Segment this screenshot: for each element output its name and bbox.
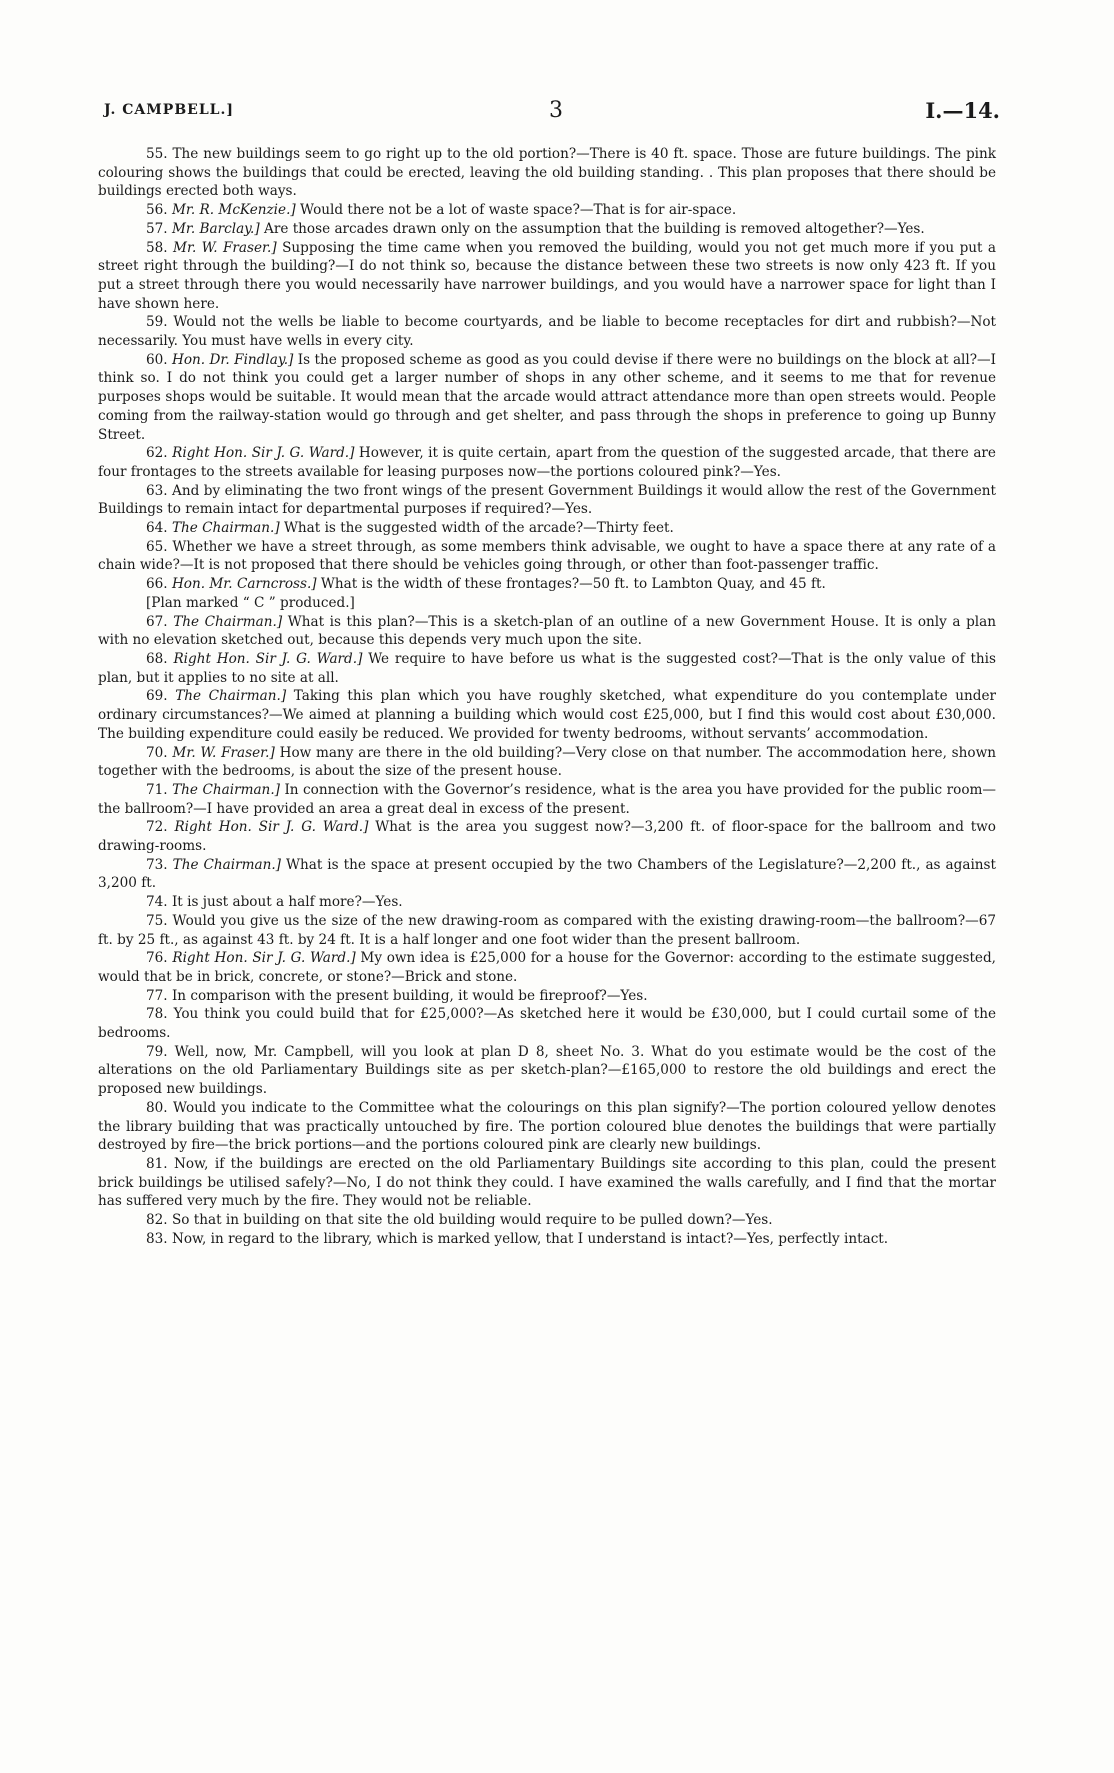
question-number: 60. (146, 351, 173, 368)
question-text: 65. Whether we have a street through, as some members think advisable, we ought to have a space there at any rate of a chain wide?—It is not proposed that there should be vehicles going through, or other than foot-passenger traffic. (98, 538, 996, 574)
question-number: 69. (146, 688, 176, 705)
speaker-name: Right Hon. Sir J. G. Ward.] (174, 819, 369, 836)
question-text: 74. It is just about a half more?—Yes. (146, 894, 403, 911)
question-text: 82. So that in building on that site the old building would require to be pulled down?—Yes. (146, 1212, 773, 1229)
question-text: Are those arcades drawn only on the assumption that the building is removed altogether?—Yes. (264, 220, 925, 237)
question-paragraph (98, 575, 996, 594)
question-paragraph (98, 949, 996, 986)
speaker-name: Right Hon. Sir J. G. Ward.] (172, 445, 355, 462)
question-number: 67. (146, 613, 174, 630)
question-paragraph (98, 893, 996, 912)
speaker-name: Hon. Dr. Findlay.] (172, 351, 294, 368)
speaker-name: The Chairman.] (175, 688, 287, 705)
question-number: 64. (146, 520, 172, 537)
question-paragraph (98, 1230, 996, 1249)
question-number: 62. (146, 445, 173, 462)
page-header (104, 98, 1008, 122)
question-text: 78. You think you could build that for £25,000?—As sketched here it would be £30,000, but I could curtail some of the bedrooms. (98, 1006, 996, 1042)
question-number: 72. (146, 819, 175, 836)
question-paragraph (98, 650, 996, 687)
question-paragraph (98, 220, 996, 239)
question-text: 77. In comparison with the present building, it would be fireproof?—Yes. (146, 987, 648, 1004)
question-paragraph (98, 239, 996, 314)
question-paragraph (98, 1005, 996, 1042)
question-text: What is the width of these frontages?—50 ft. to Lambton Quay, and 45 ft. (320, 576, 826, 593)
question-text: What is this plan?—This is a sketch-plan of an outline of a new Government House. It is only a plan with no elevation sketched out, because this depends very much upon the site. (98, 613, 997, 649)
question-paragraph (98, 912, 996, 949)
question-paragraph (98, 1043, 996, 1099)
question-text: 55. The new buildings seem to go right up to the old portion?—There is 40 ft. space. Those are future buildings. The pink colouring shows the buildings that could be erected, leaving the old building standing. . This plan proposes that there should be buildings erected both ways. (98, 146, 996, 200)
question-text: My own idea is £25,000 for a house for the Governor: according to the estimate suggested, would that be in brick, concrete, or stone?—Brick and stone. (98, 950, 997, 985)
question-text: 81. Now, if the buildings are erected on the old Parliamentary Buildings site according to this plan, could the present brick buildings be utilised safely?—No, I do not think they could. I have examined the walls carefully, and I find that the mortar has suffered very much by the fire. They would not be reliable. (98, 1155, 996, 1210)
question-text: In connection with the Governor’s residence, what is the area you have provided for the public room—the ballroom?—I have provided an area a great deal in excess of the present. (98, 781, 996, 817)
question-text: Is the proposed scheme as good as you could devise if there were no buildings on the block at all?—I think so. I do not think you could get a larger number of shops in any other scheme, and it seems to me that for revenue purposes shops would be suitable. It would mean that the arcade would attract attendance more than open streets would. People coming from the railway-station would go through and get shelter, and pass through the shops in preference to going up Bunny Street. (98, 351, 997, 443)
question-paragraph (98, 987, 996, 1006)
question-paragraph (98, 538, 996, 575)
question-paragraph (98, 1099, 996, 1155)
speaker-name: Mr. W. Fraser.] (172, 744, 275, 761)
speaker-name: The Chairman.] (173, 613, 283, 630)
question-text: 79. Well, now, Mr. Campbell, will you look at plan D 8, sheet No. 3. What do you estimate would be the cost of the alterations on the old Parliamentary Buildings site as per sketch-plan?—£165,000 to restore the old buildings and erect the proposed new buildings. (98, 1043, 996, 1098)
question-text: What is the space at present occupied by the two Chambers of the Legislature?—2,200 ft., as against 3,200 ft. (98, 856, 996, 892)
question-paragraph (98, 818, 996, 855)
header-witness: J. CAMPBELL.] (104, 102, 235, 118)
speaker-name: Mr. W. Fraser.] (173, 239, 277, 256)
question-text: 83. Now, in regard to the library, which is marked yellow, that I understand is intact?—Yes, perfectly intact. (146, 1230, 889, 1247)
question-paragraph (98, 351, 996, 445)
question-paragraph (98, 744, 996, 781)
question-number: 71. (146, 781, 173, 798)
question-paragraph (98, 687, 996, 743)
question-paragraph (98, 856, 996, 893)
speaker-name: Right Hon. Sir J. G. Ward.] (173, 650, 363, 667)
question-text: Supposing the time came when you removed the building, would you not get much more if you put a street right through the building?—I do not think so, because the distance between these two streets is now only 423 ft. If you put a street through there you would necessarily have narrower buildings, and you would have a narrower space for light than I have shown here. (98, 239, 996, 312)
question-paragraph (98, 594, 996, 613)
question-text: However, it is quite certain, apart from the question of the suggested arcade, that there are four frontages to the streets available for leasing purposes now—the portions coloured pink?—Yes. (98, 445, 996, 480)
speaker-name: The Chairman.] (172, 781, 280, 798)
question-paragraph (98, 482, 996, 519)
question-text: [Plan marked “ C ” produced.] (146, 594, 355, 611)
question-text: 80. Would you indicate to the Committee what the colourings on this plan signify?—The portion coloured yellow denotes the library building that was practically untouched by fire. The portion coloured blue denotes the buildings that were partially destroyed by fire—the brick portions—and the portions coloured pink are clearly new buildings. (98, 1099, 996, 1154)
question-text: How many are there in the old building?—Very close on that number. The accommodation here, shown together with the bedrooms, is about the size of the present house. (98, 744, 996, 780)
question-paragraph (98, 519, 996, 538)
question-number: 70. (146, 744, 173, 761)
question-number: 57. (146, 220, 172, 237)
question-text: Taking this plan which you have roughly sketched, what expenditure do you contemplate under ordinary circumstances?—We aimed at planning a building which would cost £25,000, but I find this would cost about £30,000. The building expenditure could easily be reduced. We provided for twenty bedrooms, without servants’ accommodation. (98, 688, 996, 742)
speaker-name: Mr. R. McKenzie.] (171, 202, 296, 219)
question-text: 63. And by eliminating the two front wings of the present Government Buildings it would allow the rest of the Government Buildings to remain intact for departmental purposes if required?—Yes. (98, 482, 996, 518)
speaker-name: Mr. Barclay.] (171, 220, 260, 237)
speaker-name: Hon. Mr. Carncross.] (171, 576, 317, 593)
question-paragraph (98, 444, 996, 481)
question-text: Would there not be a lot of waste space?—That is for air-space. (300, 202, 737, 219)
question-number: 58. (146, 239, 174, 256)
document-reference: I.—14. (925, 98, 1000, 123)
speaker-name: The Chairman.] (172, 856, 281, 873)
question-number: 56. (146, 202, 172, 219)
question-paragraph (98, 781, 996, 818)
question-paragraph (98, 201, 996, 220)
question-text: 59. Would not the wells be liable to become courtyards, and be liable to become receptacles for dirt and rubbish?—Not necessarily. You must have wells in every city. (98, 314, 996, 350)
question-paragraph (98, 145, 996, 201)
question-text: What is the area you suggest now?—3,200 ft. of floor-space for the ballroom and two drawing-rooms. (98, 819, 996, 855)
question-paragraph (98, 613, 996, 650)
question-text: What is the suggested width of the arcade?—Thirty feet. (283, 520, 674, 537)
speaker-name: Right Hon. Sir J. G. Ward.] (172, 950, 356, 967)
question-number: 68. (146, 650, 174, 667)
question-number: 76. (146, 950, 173, 967)
question-paragraph (98, 1211, 996, 1230)
evidence-body (98, 145, 996, 1248)
question-number: 66. (146, 576, 172, 593)
page-number: 3 (549, 98, 563, 123)
question-paragraph (98, 313, 996, 350)
question-number: 73. (146, 856, 173, 873)
question-text: We require to have before us what is the suggested cost?—That is the only value of this plan, but it applies to no site at all. (98, 650, 996, 686)
question-paragraph (98, 1155, 996, 1211)
speaker-name: The Chairman.] (171, 520, 280, 537)
question-text: 75. Would you give us the size of the new drawing-room as compared with the existing drawing-room—the ballroom?—67 ft. by 25 ft., as against 43 ft. by 24 ft. It is a half longer and one foot wider than the present ballroom. (98, 912, 996, 948)
